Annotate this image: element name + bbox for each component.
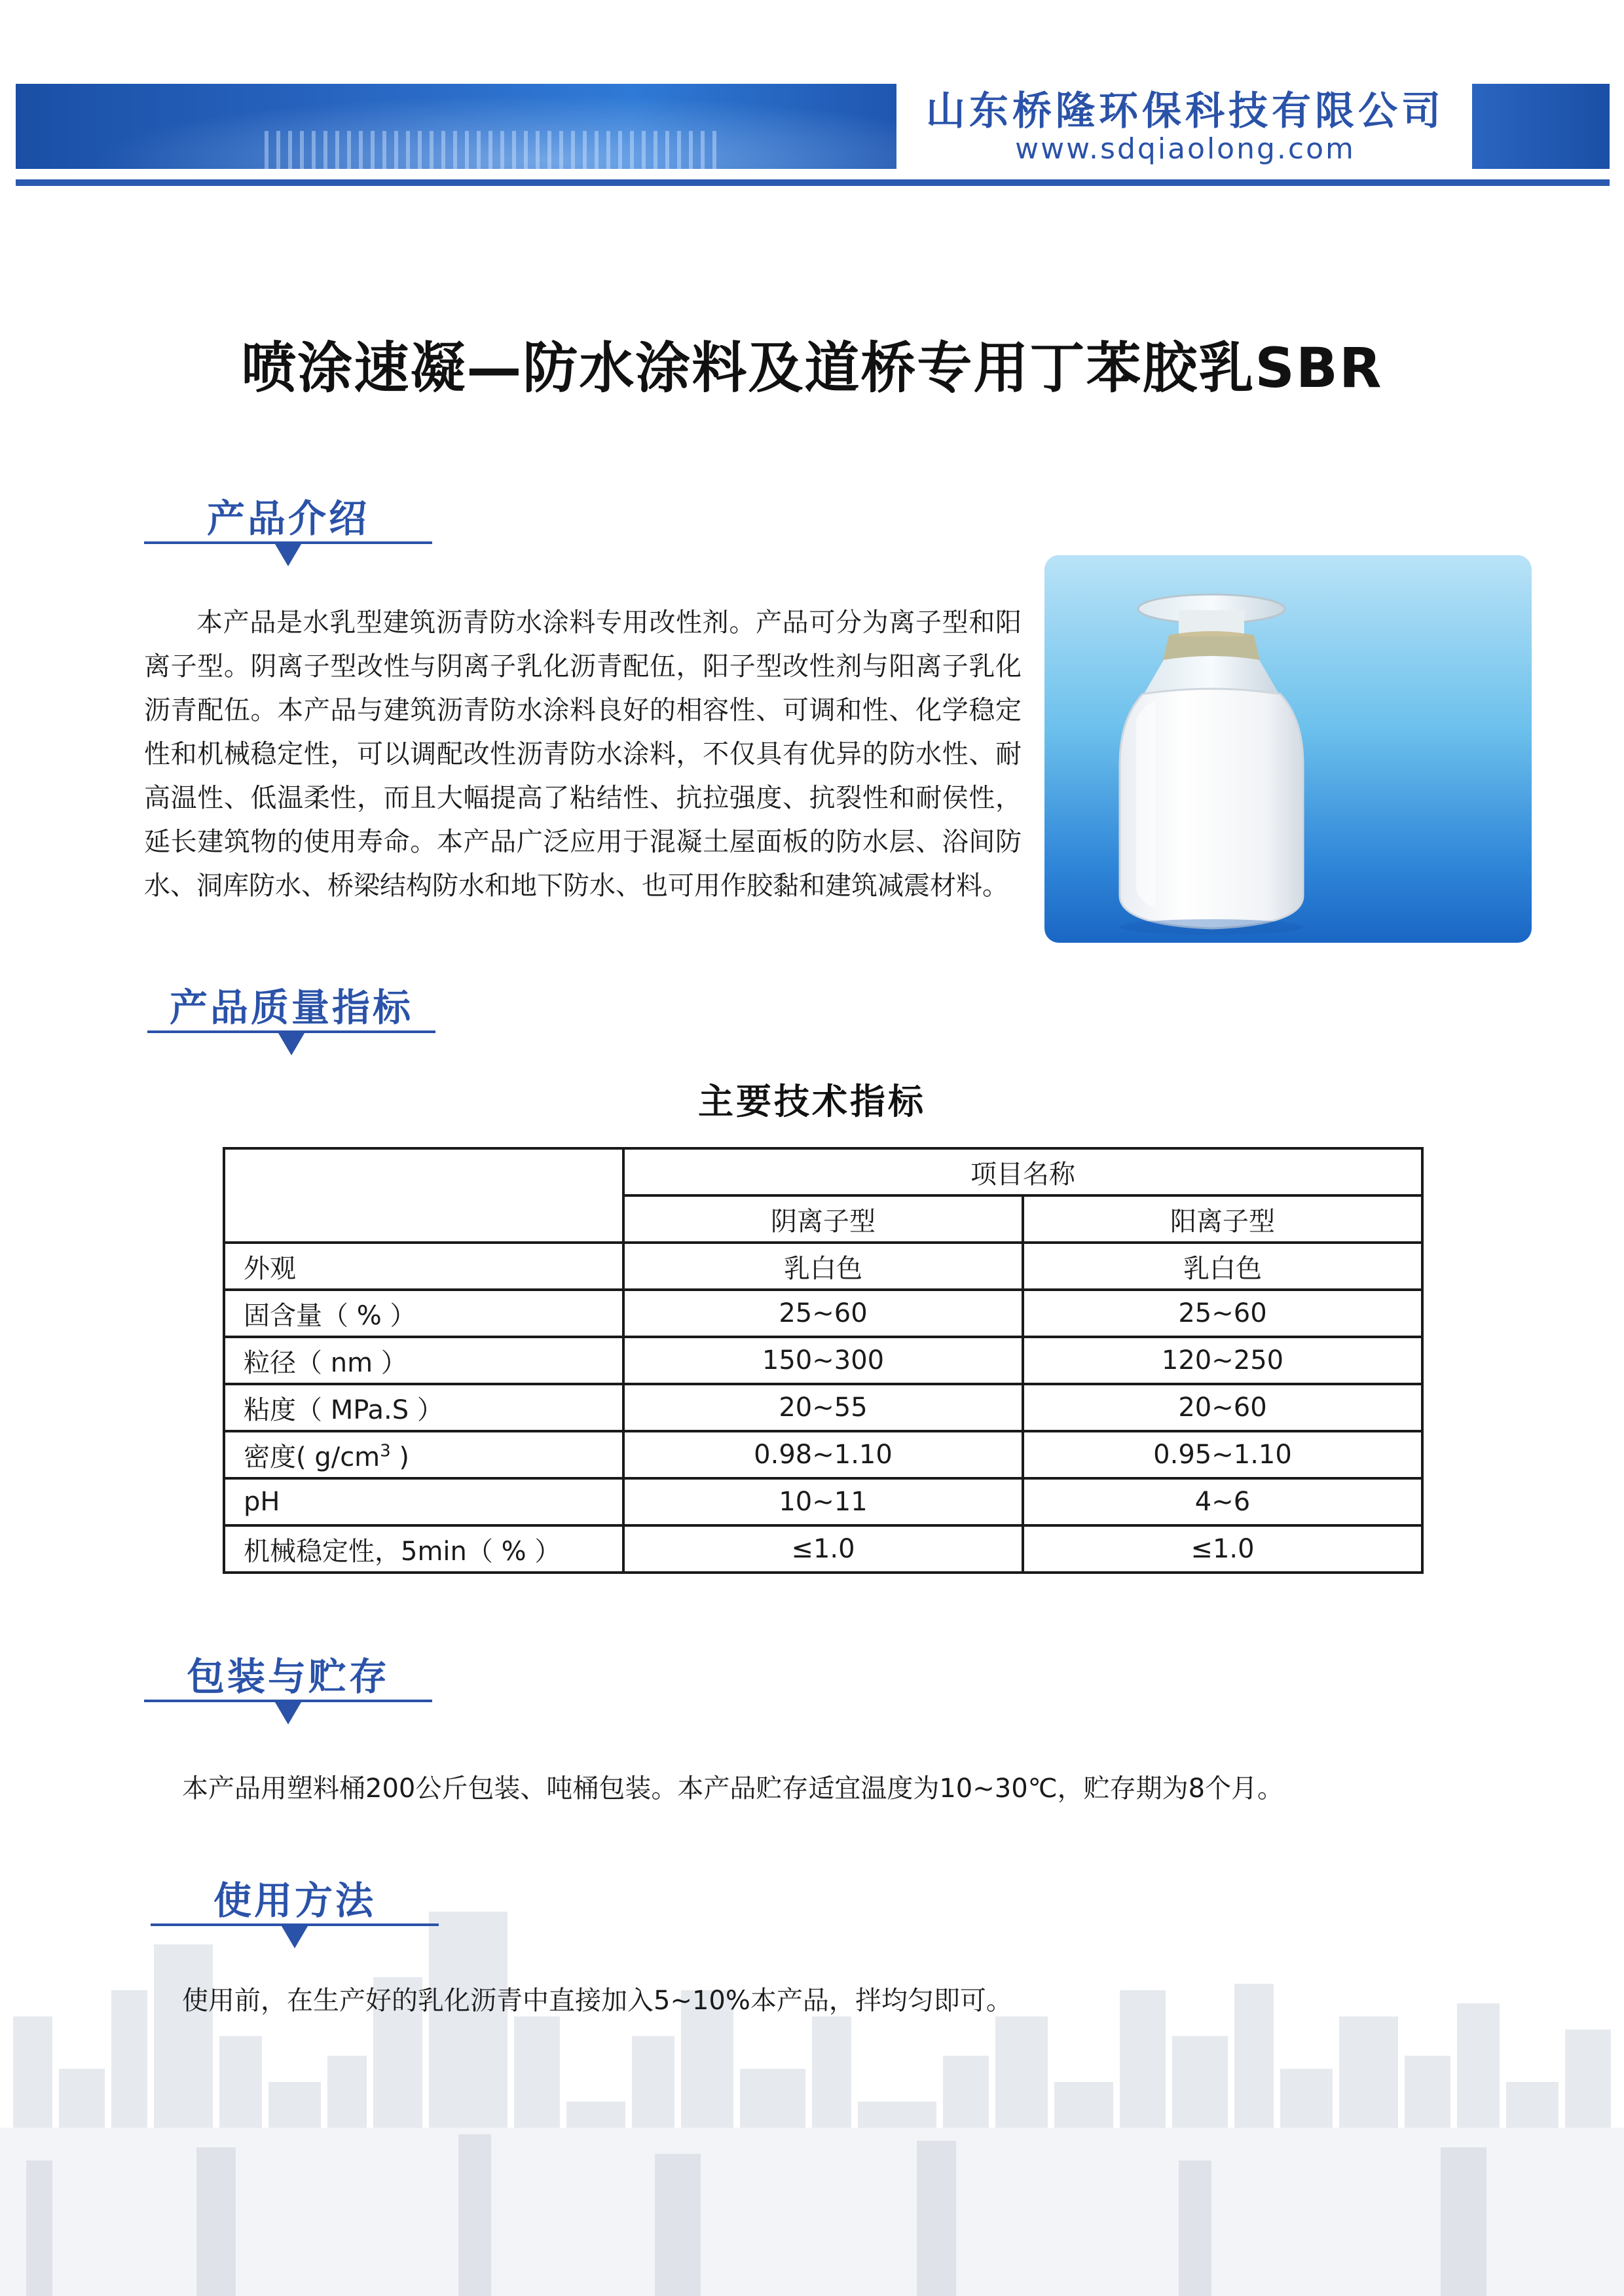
usage-paragraph: 使用前，在生产好的乳化沥青中直接加入5~10%本产品，拌均匀即可。 xyxy=(182,1986,1012,2016)
table-corner-cell xyxy=(224,1148,623,1243)
table-row xyxy=(224,1478,1422,1525)
document-title: 喷涂速凝—防水涂料及道桥专用丁苯胶乳SBR xyxy=(241,336,1383,400)
triangle-down-icon xyxy=(275,1702,301,1724)
row-label: 粒径（ nm ） xyxy=(224,1337,623,1384)
section-heading-packaging xyxy=(144,1646,432,1731)
section-title: 产品介绍 xyxy=(206,496,369,541)
section-title: 产品质量指标 xyxy=(169,985,413,1030)
table-row xyxy=(224,1243,1422,1290)
row-label: 粘度（ MPa.S ） xyxy=(224,1384,623,1431)
intro-paragraph: 本产品是水乳型建筑沥青防水涂料专用改性剂。产品可分为离子型和阳离子型。阴离子型改性与阴离子乳化沥青配伍，阳子型改性剂与阳离子乳化沥青配伍。本产品与建筑沥青防水涂料良好的相容性、可调和性、化学稳定性和机械稳定性，可以调配改性沥青防水涂料，不仅具有优异的防水性、耐高温性、低温柔性，而且大幅提高了粘结性、抗拉强度、抗裂性和耐侯性，延长建筑物的使用寿命。本产品广泛应用于混凝土屋面板的防水层、浴间防水、洞库防水、桥梁结构防水和地下防水、也可用作胶黏和建筑减震材料。 xyxy=(144,608,1022,901)
table-row xyxy=(224,1290,1422,1337)
anionic-value: 150~300 xyxy=(623,1337,1023,1384)
company-name: 山东桥隆环保科技有限公司 xyxy=(926,88,1445,134)
header-band-left xyxy=(16,84,896,169)
cationic-value: 0.95~1.10 xyxy=(1023,1431,1422,1478)
table-row xyxy=(224,1384,1422,1431)
table-group-header: 项目名称 xyxy=(623,1148,1422,1195)
row-label: pH xyxy=(224,1478,623,1525)
header-band-right xyxy=(1472,84,1610,169)
packaging-paragraph: 本产品用塑料桶200公斤包装、吨桶包装。本产品贮存适宜温度为10~30℃，贮存期为8个月。 xyxy=(182,1774,1284,1804)
spec-table xyxy=(223,1147,1424,1574)
cationic-value: 乳白色 xyxy=(1023,1243,1422,1290)
row-label: 密度( $g/cm^3$ ) xyxy=(224,1431,623,1478)
cationic-value: 120~250 xyxy=(1023,1337,1422,1384)
table-row xyxy=(224,1431,1422,1478)
anionic-value: 10~11 xyxy=(623,1478,1023,1525)
section-title: 使用方法 xyxy=(213,1878,376,1923)
section-heading-quality xyxy=(147,977,435,1062)
table-caption: 主要技术指标 xyxy=(698,1080,926,1122)
anionic-value: 乳白色 xyxy=(623,1243,1023,1290)
section-heading-usage xyxy=(151,1870,439,1955)
company-website[interactable]: www.sdqiaolong.com xyxy=(1015,132,1356,166)
column-header-anionic: 阴离子型 xyxy=(623,1195,1023,1243)
section-title: 包装与贮存 xyxy=(186,1654,390,1699)
row-label: 固含量（ % ） xyxy=(224,1290,623,1337)
anionic-value: ≤1.0 xyxy=(623,1525,1023,1573)
cationic-value: 4~6 xyxy=(1023,1478,1422,1525)
table-header-row xyxy=(224,1148,1422,1195)
product-bottle-image xyxy=(1044,555,1532,943)
cationic-value: 20~60 xyxy=(1023,1384,1422,1431)
section-heading-intro xyxy=(144,488,432,573)
cationic-value: ≤1.0 xyxy=(1023,1525,1422,1573)
anionic-value: 20~55 xyxy=(623,1384,1023,1431)
triangle-down-icon xyxy=(278,1033,304,1055)
column-header-cationic: 阳离子型 xyxy=(1023,1195,1422,1243)
table-row xyxy=(224,1525,1422,1573)
header-divider xyxy=(16,179,1610,186)
row-label: 机械稳定性，5min（ % ） xyxy=(224,1525,623,1573)
cationic-value: 25~60 xyxy=(1023,1290,1422,1337)
table-row xyxy=(224,1337,1422,1384)
triangle-down-icon xyxy=(275,544,301,566)
anionic-value: 25~60 xyxy=(623,1290,1023,1337)
row-label: 外观 xyxy=(224,1243,623,1290)
triangle-down-icon xyxy=(282,1926,308,1948)
bottle-icon xyxy=(1044,555,1532,943)
anionic-value: 0.98~1.10 xyxy=(623,1431,1023,1478)
